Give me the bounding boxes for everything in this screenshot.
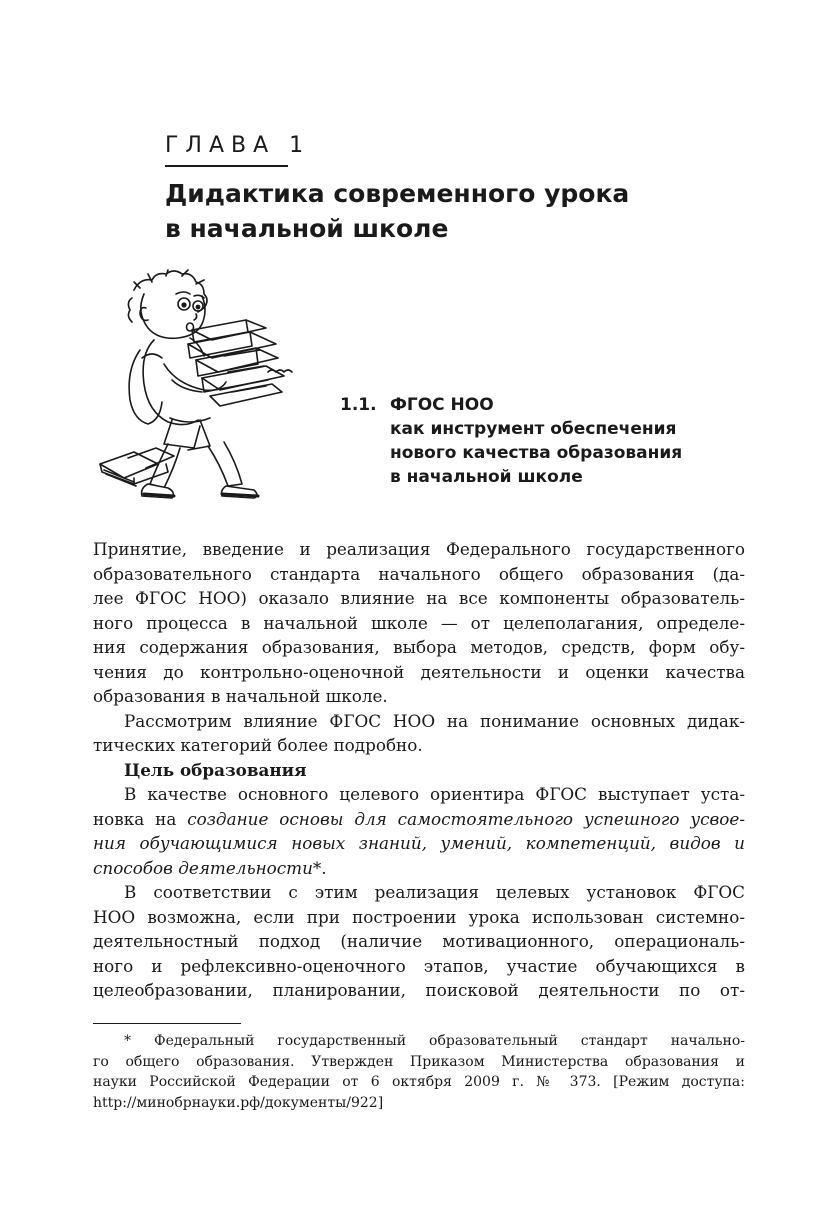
footnote — [93, 1031, 745, 1113]
paragraph-line: Рассмотрим влияние ФГОС НОО на понимание основных дидак- — [124, 710, 745, 731]
paragraph-line: ного и рефлексивно-оценочного этапов, участие обучающихся в — [93, 955, 745, 976]
paragraph-line: НОО возможна, если при построении урока использован системно- — [93, 906, 745, 927]
section-title-line: ФГОС НОО — [390, 395, 494, 415]
footnote-line: науки Российской Федерации от 6 октября 2009 г. № 373. [Режим доступа: — [93, 1074, 745, 1090]
section-title — [390, 393, 730, 489]
paragraph-line: В соответствии с этим реализация целевых установок ФГОС — [124, 882, 745, 902]
paragraph-line: ния содержания образования, выбора методов, средств, форм обу- — [93, 637, 745, 657]
footnote-separator — [93, 1023, 241, 1024]
italic-text: создание основы для самостоятельного успешного усвое- — [187, 808, 745, 829]
plain-text: новка на — [93, 808, 188, 829]
schoolboy-carrying-books-illustration — [92, 268, 317, 508]
footnote-line: http://минобрнауки.рф/документы/922] — [93, 1094, 384, 1111]
paragraph-line: ного процесса в начальной школе — от целеполагания, определе- — [93, 612, 745, 633]
italic-text: способов деятельности — [93, 857, 313, 878]
section-title-line: как инструмент обеспечения — [390, 419, 677, 439]
paragraph-line: лее ФГОС НОО) оказало влияние на все компоненты образователь- — [93, 588, 745, 608]
footnote-marker: *. — [312, 857, 327, 878]
paragraph-line: чения до контрольно-оценочной деятельности и оценки качества — [93, 661, 745, 682]
italic-text: ния обучающимися новых знаний, умений, компетенций, видов и — [93, 833, 745, 853]
section-subheading: Цель образования — [124, 759, 307, 780]
chapter-label: ГЛАВА 1 — [165, 133, 311, 158]
paragraph-line: целеобразовании, планировании, поисковой деятельности по от- — [93, 980, 745, 1000]
footnote-line: го общего образования. Утвержден Приказом Министерства образования и — [93, 1053, 745, 1070]
paragraph-line: тических категорий более подробно. — [93, 735, 423, 755]
paragraph-line: Принятие, введение и реализация Федерального государственного — [93, 539, 745, 559]
chapter-underline — [165, 165, 288, 167]
body-text — [93, 537, 745, 1003]
section-title-line: нового качества образования — [390, 443, 683, 463]
footnote-line: * Федеральный государственный образовательный стандарт начально- — [124, 1033, 745, 1049]
chapter-title-line: Дидактика современного урока — [165, 179, 630, 208]
section-title-line: в начальной школе — [390, 467, 583, 487]
section-number: 1.1. — [340, 395, 377, 415]
chapter-title-line: в начальной школе — [165, 214, 449, 243]
paragraph-line: В качестве основного целевого ориентира ФГОС выступает уста- — [124, 784, 745, 804]
paragraph-line: образовательного стандарта начального общего образования (да- — [93, 563, 745, 584]
paragraph-line: деятельностный подход (наличие мотивационного, операциональ- — [93, 931, 745, 951]
paragraph-line — [93, 856, 745, 881]
paragraph-line — [93, 807, 745, 832]
chapter-title — [165, 176, 725, 246]
paragraph-line — [93, 831, 745, 856]
paragraph-line: образования в начальной школе. — [93, 686, 388, 706]
